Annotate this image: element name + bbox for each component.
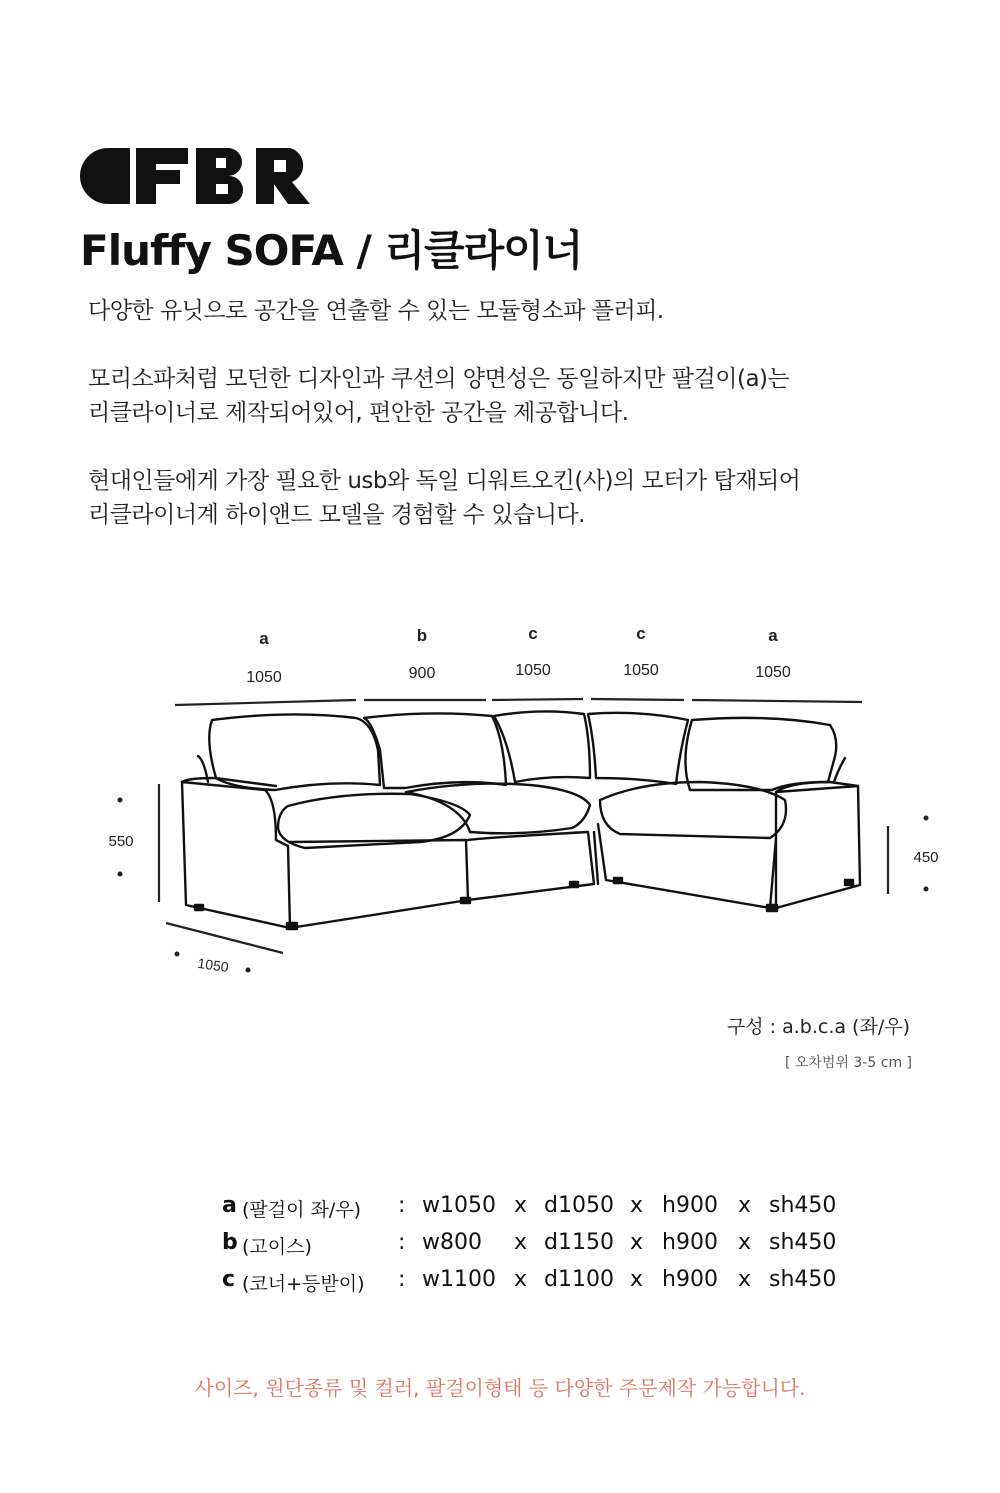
spec-name: (팔걸이 좌/우) <box>242 1199 362 1221</box>
spec-times: x <box>630 1230 644 1255</box>
module-label-2: b <box>416 626 428 645</box>
intro-paragraph-3 <box>88 464 948 532</box>
width-label-5: 1050 <box>755 664 791 681</box>
spec-times: x <box>514 1193 528 1218</box>
width-label-1: 1050 <box>246 669 282 686</box>
spec-width: w800 <box>422 1230 482 1255</box>
spec-times: x <box>738 1230 752 1255</box>
width-label-3: 1050 <box>515 662 551 679</box>
sofa-illustration <box>182 711 860 929</box>
spec-depth: d1150 <box>544 1230 614 1255</box>
spec-row-a <box>222 1193 862 1230</box>
module-label-1: a <box>259 629 269 648</box>
intro-text <box>88 294 948 566</box>
height-label-right: 450 <box>913 849 939 866</box>
module-label-5: a <box>768 626 778 645</box>
width-label-4: 1050 <box>623 662 659 679</box>
composition-label: 구성 : a.b.c.a (좌/우) <box>726 1016 910 1038</box>
spec-seat-height: sh450 <box>769 1193 837 1218</box>
module-label-3: c <box>528 624 538 643</box>
spec-colon: : <box>398 1267 406 1292</box>
intro-paragraph-2-line-2: 리클라이너로 제작되어있어, 편안한 공간을 제공합니다. <box>88 400 629 426</box>
spec-seat-height: sh450 <box>769 1267 837 1292</box>
width-label-2: 900 <box>408 665 436 682</box>
spec-depth: d1100 <box>544 1267 614 1292</box>
spec-name: (코너+등받이) <box>242 1273 365 1295</box>
depth-line <box>166 923 283 953</box>
spec-times: x <box>514 1230 528 1255</box>
tolerance-label: [ 오차범위 3-5 cm ] <box>784 1055 912 1071</box>
spec-times: x <box>514 1267 528 1292</box>
spec-table <box>222 1193 862 1304</box>
page-title: Fluffy SOFA / 리클라이너 <box>80 226 583 275</box>
module-label-4: c <box>636 624 646 643</box>
spec-code: a <box>222 1193 237 1218</box>
spec-depth: d1050 <box>544 1193 614 1218</box>
width-lines <box>175 699 862 705</box>
intro-paragraph-3-line-2: 리클라이너계 하이앤드 모델을 경험할 수 있습니다. <box>88 502 585 528</box>
spec-name: (고이스) <box>242 1236 312 1258</box>
height-label-left: 550 <box>108 833 134 850</box>
spec-colon: : <box>398 1193 406 1218</box>
spec-row-c <box>222 1267 862 1304</box>
custom-order-notice: 사이즈, 원단종류 및 컬러, 팔걸이형태 등 다양한 주문제작 가능합니다. <box>194 1376 806 1400</box>
spec-width: w1100 <box>422 1267 496 1292</box>
spec-row-b <box>222 1230 862 1267</box>
spec-code: c <box>222 1267 236 1292</box>
spec-width: w1050 <box>422 1193 496 1218</box>
fbr-logo <box>78 146 318 206</box>
intro-paragraph-1: 다양한 유닛으로 공간을 연출할 수 있는 모듈형소파 플러피. <box>88 298 664 324</box>
intro-paragraph-2 <box>88 362 948 430</box>
sofa-dimension-diagram <box>0 610 1000 990</box>
spec-colon: : <box>398 1230 406 1255</box>
depth-label: 1050 <box>196 954 230 976</box>
intro-paragraph-3-line-1: 현대인들에게 가장 필요한 usb와 독일 디워트오킨(사)의 모터가 탑재되어 <box>88 468 801 494</box>
spec-times: x <box>630 1193 644 1218</box>
spec-height: h900 <box>662 1267 718 1292</box>
spec-seat-height: sh450 <box>769 1230 837 1255</box>
spec-times: x <box>630 1267 644 1292</box>
spec-times: x <box>738 1267 752 1292</box>
spec-times: x <box>738 1193 752 1218</box>
spec-code: b <box>222 1230 238 1255</box>
spec-height: h900 <box>662 1193 718 1218</box>
intro-paragraph-2-line-1: 모리소파처럼 모던한 디자인과 쿠션의 양면성은 동일하지만 팔걸이(a)는 <box>88 366 790 392</box>
spec-height: h900 <box>662 1230 718 1255</box>
